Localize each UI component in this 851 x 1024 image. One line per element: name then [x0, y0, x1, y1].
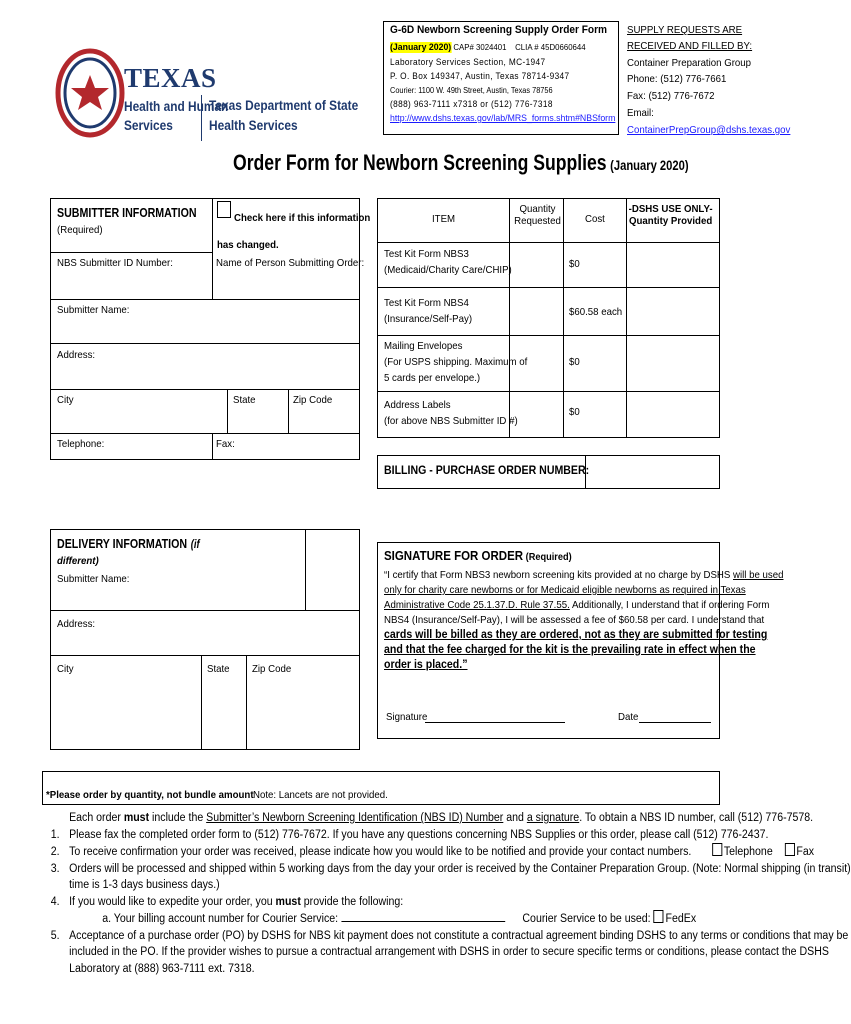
delivery-name-label: Submitter Name:: [57, 573, 130, 585]
delivery-heading: [57, 535, 200, 553]
num: 1.: [50, 828, 60, 841]
intro-nbs-id: Submitter’s Newborn Screening Identification (NBS ID) Number: [206, 812, 504, 824]
submitter-heading: SUBMITTER INFORMATION: [57, 205, 197, 220]
table-row: [384, 339, 527, 386]
intro-text-c: and: [503, 812, 527, 824]
courier-account-field[interactable]: [341, 921, 505, 922]
item-name: Test Kit Form NBS3: [384, 248, 469, 260]
telephone-label: Telephone:: [57, 438, 105, 450]
list-item-cont: time is 1-3 days business days.): [69, 879, 220, 891]
zip-label: Zip Code: [293, 394, 333, 406]
notify-telephone-checkbox[interactable]: [712, 843, 722, 856]
fedex-checkbox[interactable]: [654, 910, 664, 923]
delivery-zip-label: Zip Code: [252, 663, 292, 675]
item-text: If you would like to expedite your order, you: [69, 895, 276, 908]
list-item: [36, 827, 769, 844]
item-detail: (Medicaid/Charity Care/CHIP): [384, 263, 512, 276]
col-dshs-header-1: -DSHS USE ONLY-: [628, 203, 713, 215]
cert-line4: NBS4 (Insurance/Self-Pay), I will be assessed a fee of $60.58 per card. I understand that: [384, 614, 765, 626]
page-title-date: (January 2020): [610, 157, 689, 173]
col-qty-header: [511, 203, 563, 227]
num: 5.: [50, 929, 60, 942]
form-cap: CAP# 3024401: [453, 42, 507, 52]
col-item-header: ITEM: [432, 213, 456, 225]
submitter-name-label: Submitter Name:: [57, 304, 130, 316]
date-line[interactable]: [639, 722, 711, 723]
supply-fax: Fax: (512) 776-7672: [627, 90, 715, 102]
city-label: City: [57, 394, 74, 406]
item-text: Orders will be processed and shipped within 5 working days from the day your order is received by the Container Preparation Group. (Note: Normal shipping (in transit): [69, 862, 851, 875]
delivery-if: (if: [190, 539, 200, 551]
form-address1: Laboratory Services Section, MC-1947: [390, 57, 546, 67]
cert-line5: cards will be billed as they are ordered, not as they are submitted for testing: [384, 629, 768, 641]
table-row: [384, 398, 518, 430]
instructions-intro: [36, 810, 814, 827]
certification-text: [384, 568, 784, 673]
submitter-required: (Required): [57, 224, 103, 236]
info-changed-label-2: has changed.: [217, 239, 279, 251]
cert-line1: “I certify that Form NBS3 newborn screening kits provided at no charge by DSHS: [384, 569, 733, 581]
logo-texas: TEXAS: [124, 63, 217, 93]
list-item: [36, 861, 851, 878]
billing-label: BILLING - PURCHASE ORDER NUMBER:: [384, 465, 590, 477]
delivery-city-label: City: [57, 663, 74, 675]
supply-phone: Phone: (512) 776-7661: [627, 73, 727, 85]
item-text: Acceptance of a purchase order (PO) by DSHS for NBS kit payment does not constitute a contractual agreement binding DSHS to any terms or conditions that may be: [69, 929, 849, 942]
form-codes: [390, 42, 586, 53]
courier-service-label: Courier Service to be used:: [522, 913, 651, 925]
supply-heading-2: RECEIVED AND FILLED BY:: [627, 40, 753, 52]
item-cost: $0: [569, 356, 580, 368]
item-detail: (for above NBS Submitter ID #): [384, 414, 518, 427]
page-title-text: Order Form for Newborn Screening Supplies: [233, 150, 607, 175]
logo-dept-line2: Health Services: [209, 117, 298, 133]
address-label: Address:: [57, 349, 96, 361]
list-item-cont: included in the PO. If the provider wishes to pursue a contractual arrangement with DSHS in order to secure specific terms or conditions, please contact the DSHS: [69, 946, 829, 958]
cert-line3: Additionally, I understand that if ordering Form: [569, 599, 770, 611]
num: 4.: [50, 895, 60, 908]
person-label: Name of Person Submitting Order:: [216, 257, 365, 269]
delivery-address-label: Address:: [57, 618, 96, 630]
logo-hhs-line1: Health and Human: [124, 99, 229, 114]
item-name: Mailing Envelopes: [384, 340, 463, 352]
intro-text-b: include the: [149, 812, 207, 824]
delivery-different: different): [57, 555, 99, 567]
notify-fax-checkbox[interactable]: [784, 843, 794, 856]
item-detail: 5 cards per envelope.): [384, 371, 481, 384]
intro-must: must: [123, 812, 150, 824]
col-cost-header: Cost: [585, 213, 605, 225]
supply-email-link[interactable]: ContainerPrepGroup@dshs.texas.gov: [627, 124, 791, 136]
texas-seal-icon: [56, 49, 124, 137]
item-text: To receive confirmation your order was received, please indicate how you would like to be notified and provide your contact numbers.: [69, 846, 692, 858]
table-row: [384, 247, 512, 279]
item-cost: $0: [569, 258, 580, 270]
notify-fax-label: Fax: [796, 846, 815, 858]
fedex-label: FedEx: [665, 913, 697, 925]
instructions: [36, 810, 851, 977]
delivery-heading-text: DELIVERY INFORMATION: [57, 536, 188, 551]
table-row: [384, 296, 472, 328]
page-title: [233, 150, 689, 176]
col-qty-header-2: Requested: [514, 215, 561, 227]
fax-label: Fax:: [216, 438, 235, 450]
item-detail: (Insurance/Self-Pay): [384, 312, 473, 325]
form-url-link[interactable]: http://www.dshs.texas.gov/lab/MRS_forms.shtm#NBSform: [390, 113, 616, 124]
col-qty-header-1: Quantity: [519, 203, 556, 215]
form-clia: CLIA # 45D0660644: [515, 42, 586, 52]
delivery-state-label: State: [207, 663, 230, 675]
item-text-b: provide the following:: [300, 895, 404, 908]
signature-line[interactable]: [425, 722, 565, 723]
info-changed-label: Check here if this information: [234, 212, 371, 224]
list-item: [36, 928, 849, 945]
signature-heading: [384, 549, 572, 563]
form-address2: P. O. Box 149347, Austin, Texas 78714-9347: [390, 71, 570, 81]
item4-must: must: [275, 895, 301, 908]
logo: [56, 45, 359, 145]
date-label: Date: [618, 711, 639, 723]
col-dshs-header-2: Quantity Provided: [629, 215, 713, 227]
item-text: Please fax the completed order form to (512) 776-7672. If you have any questions concerning NBS Supplies or this order, please call (512) 776-2437.: [69, 828, 769, 841]
list-item: [36, 894, 754, 911]
state-label: State: [233, 394, 256, 406]
supply-group: Container Preparation Group: [627, 57, 752, 69]
form-phone: (888) 963-7111 x7318 or (512) 776-7318: [390, 99, 553, 109]
item-name: Test Kit Form NBS4: [384, 297, 469, 309]
cert-line6: and that the fee charged for the kit is the prevailing rate in effect when the: [384, 644, 756, 656]
signature-heading-text: SIGNATURE FOR ORDER: [384, 549, 524, 563]
cert-line1-u: will be used: [732, 569, 784, 581]
item-detail: (For USPS shipping. Maximum of: [384, 355, 528, 368]
lancets-note: Note: Lancets are not provided.: [253, 789, 388, 801]
info-changed-checkbox[interactable]: [217, 201, 231, 218]
signature-required: (Required): [525, 552, 572, 563]
form-title: G-6D Newborn Screening Supply Order Form: [390, 24, 608, 36]
logo-hhs-line2: Services: [124, 118, 173, 133]
logo-dept-line1: Texas Department of State: [209, 97, 359, 113]
item-cost: $0: [569, 406, 580, 418]
intro-text-a: Each order: [69, 812, 124, 824]
num: 2.: [50, 846, 60, 858]
courier-account-label: a. Your billing account number for Courier Service:: [102, 913, 339, 925]
intro-signature: a signature: [526, 812, 580, 824]
supply-heading-1: SUPPLY REQUESTS ARE: [627, 24, 743, 36]
num: 3.: [50, 862, 60, 875]
form-courier: Courier: 1100 W. 49th Street, Austin, Texas 78756: [390, 86, 553, 95]
cert-line2: only for charity care newborns or for Medicaid eligible newborns as required in Texas: [384, 584, 746, 596]
cert-line3-u: Administrative Code 25.1.37.D. Rule 37.55.: [384, 599, 570, 611]
intro-text-d: . To obtain a NBS ID number, call (512) 776-7578.: [579, 812, 814, 824]
item-name: Address Labels: [384, 399, 451, 411]
item-cost: $60.58 each: [569, 306, 623, 318]
supply-email-label: Email:: [627, 107, 654, 119]
quantity-note: *Please order by quantity, not bundle amount: [46, 789, 254, 801]
col-dshs-header: [626, 203, 715, 227]
notify-telephone-label: Telephone: [723, 846, 773, 858]
cert-line7: order is placed.”: [384, 659, 468, 671]
submitter-box: [50, 198, 360, 460]
nbs-id-label: NBS Submitter ID Number:: [57, 257, 173, 269]
list-item: [36, 843, 815, 861]
signature-label: Signature: [386, 711, 428, 723]
list-subitem: [36, 910, 754, 928]
form-date: (January 2020): [390, 42, 452, 53]
list-item-cont: Laboratory at (888) 963-7111 ext. 7318.: [69, 962, 255, 975]
